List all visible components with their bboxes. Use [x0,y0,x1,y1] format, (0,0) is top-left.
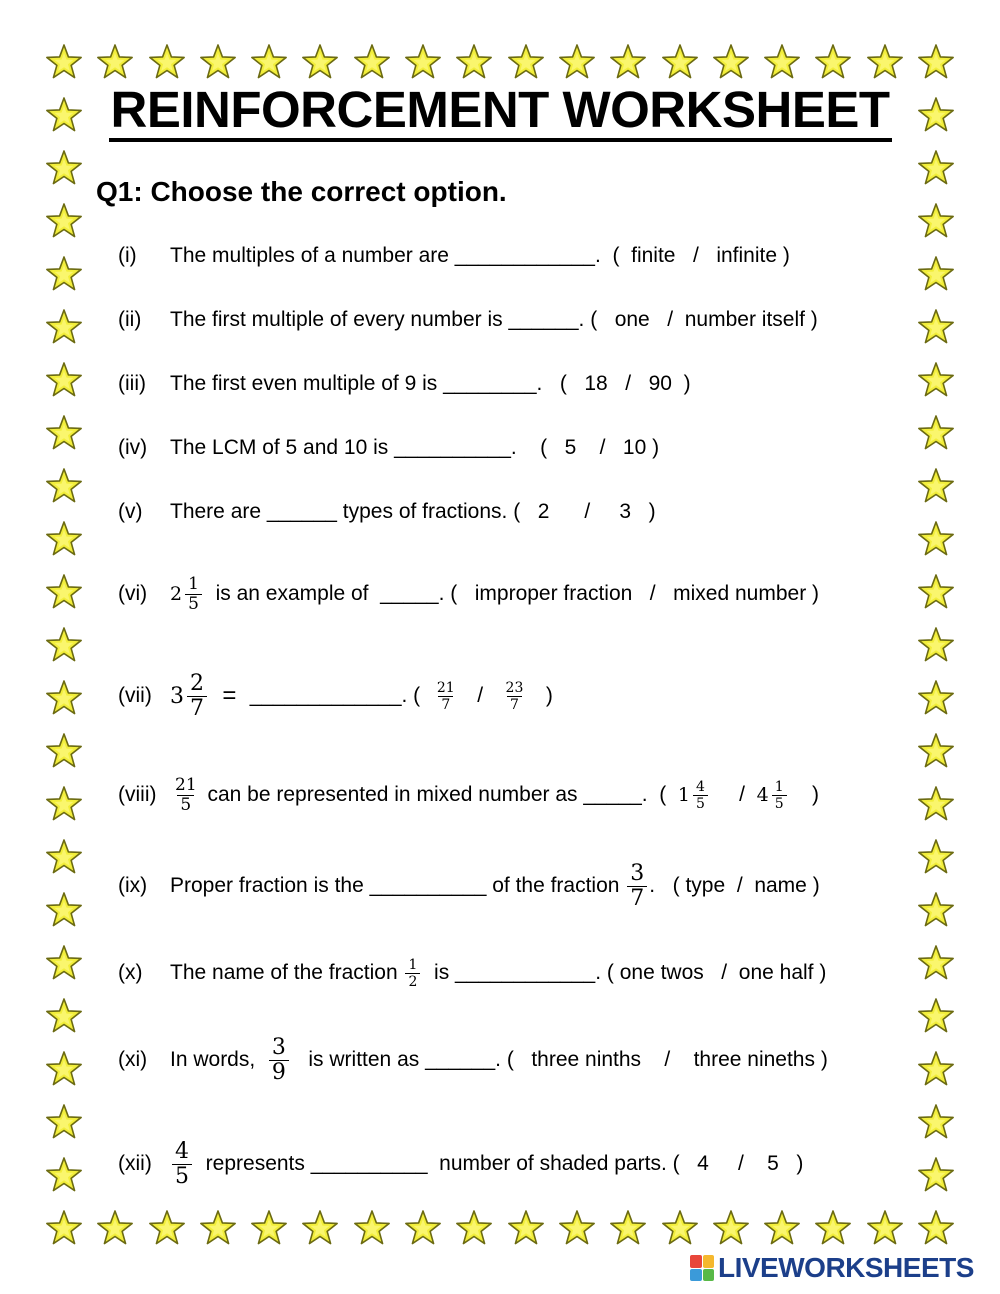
question-number: (i) [118,244,137,267]
star-icon [45,1104,83,1142]
star-icon [661,1210,699,1248]
liveworksheets-icon [690,1255,714,1281]
star-icon [917,733,955,771]
option-separator: / [709,783,757,806]
star-icon [917,627,955,665]
question-number: (viii) [118,783,157,806]
question-row [118,492,656,532]
logo-text: LIVEWORKSHEETS [718,1252,974,1283]
star-icon [301,44,339,82]
question-number: (v) [118,500,143,523]
star-icon [404,44,442,82]
question-row [118,1138,804,1189]
star-icon [45,415,83,453]
option-separator: / [459,684,501,707]
fraction: $\frac{21}{5}$ [175,774,197,815]
mixed-number: 3 $\frac{2}{7}$ [170,673,209,720]
star-icon [45,733,83,771]
star-icon [455,44,493,82]
star-icon [45,521,83,559]
star-icon [609,44,647,82]
question-number: (xi) [118,1048,148,1071]
star-icon [507,1210,545,1248]
star-icon [558,1210,596,1248]
question-row [118,364,691,404]
star-icon [404,1210,442,1248]
star-icon [45,892,83,930]
star-icon [250,44,288,82]
star-icon [712,1210,750,1248]
mixed-number: 2 $\frac{1}{5}$ [170,576,204,613]
star-icon [661,44,699,82]
star-icon [763,44,801,82]
star-icon [45,945,83,983]
question-row [118,428,659,468]
star-icon [917,786,955,824]
question-row [118,860,820,911]
star-icon [45,627,83,665]
star-icon [45,150,83,188]
liveworksheets-logo[interactable] [690,1252,974,1284]
question-number: (ii) [118,308,142,331]
star-icon [917,1210,955,1248]
question-number: (iii) [118,372,146,395]
star-icon [301,1210,339,1248]
question-text: can be represented in mixed number as _____. ( [201,783,678,806]
question-text-end: is written as ______. ( three ninths / three nineths ) [290,1048,828,1071]
option-mixed-number: 4 $\frac{1}{5}$ [757,780,789,811]
question-number: (x) [118,961,143,984]
question-number: (vi) [118,582,148,605]
star-icon [96,44,134,82]
star-icon [917,839,955,877]
star-icon [917,203,955,241]
star-icon [917,1051,955,1089]
star-icon [917,362,955,400]
question-text: The LCM of 5 and 10 is __________. ( 5 / 10 ) [170,436,660,459]
star-icon [917,521,955,559]
star-icon [917,309,955,347]
star-icon [917,892,955,930]
star-icon [917,680,955,718]
fraction: $\frac{4}{5}$ [172,1141,192,1188]
question-row [118,670,553,721]
star-icon [814,44,852,82]
option-close: ) [528,684,553,707]
star-icon [148,44,186,82]
star-icon [45,468,83,506]
star-icon [45,1210,83,1248]
star-icon [917,1104,955,1142]
star-icon [353,44,391,82]
question-text: _____________. ( [249,684,432,707]
star-icon [45,839,83,877]
question-row [118,300,818,340]
star-icon [455,1210,493,1248]
question-text: There are ______ types of fractions. ( 2 / 3 ) [170,500,656,523]
question-row [118,574,819,614]
question-number: (ix) [118,874,148,897]
star-icon [199,1210,237,1248]
question-row [118,1034,828,1085]
question-text: Proper fraction is the __________ of the fraction [170,874,626,897]
star-icon [353,1210,391,1248]
fraction: $\frac{3}{7}$ [627,863,647,910]
page-title: REINFORCEMENT WORKSHEET [0,80,1000,142]
star-icon [96,1210,134,1248]
equals-sign: = [209,682,250,709]
star-icon [45,786,83,824]
star-icon [917,468,955,506]
star-icon [558,44,596,82]
star-icon [917,945,955,983]
option-close: ) [788,783,819,806]
question-text: The first even multiple of 9 is ________. ( 18 / 90 ) [170,372,691,395]
question-text: represents __________ number of shaded parts. ( 4 / 5 ) [194,1152,804,1175]
question-text: The multiples of a number are ____________. ( finite / infinite ) [170,244,790,267]
question-text: In words, [170,1048,267,1071]
star-icon [609,1210,647,1248]
star-icon [45,1051,83,1089]
star-icon [917,574,955,612]
star-icon [917,256,955,294]
question-text: is an example of _____. ( improper fraction / mixed number ) [203,582,820,605]
option-fraction: $\frac{23}{7}$ [505,679,524,713]
star-icon [45,362,83,400]
question-number: (vii) [118,684,152,707]
star-icon [712,44,750,82]
star-icon [199,44,237,82]
question-text: The name of the fraction [170,961,404,984]
star-icon [45,998,83,1036]
star-icon [45,309,83,347]
option-fraction: $\frac{21}{7}$ [436,679,455,713]
question-row [118,775,819,815]
question-heading: Q1: Choose the correct option. [96,176,507,207]
star-icon [45,574,83,612]
star-icon [917,415,955,453]
question-text-end: . ( type / name ) [649,874,820,897]
star-icon [917,998,955,1036]
star-icon [866,44,904,82]
star-icon [45,256,83,294]
star-icon [250,1210,288,1248]
star-icon [45,203,83,241]
star-icon [814,1210,852,1248]
star-icon [148,1210,186,1248]
question-number: (xii) [118,1152,152,1175]
star-icon [763,1210,801,1248]
question-number: (iv) [118,436,148,459]
fraction: $\frac{3}{9}$ [269,1037,289,1084]
star-icon [917,44,955,82]
star-icon [45,680,83,718]
question-text: The first multiple of every number is ______. ( one / number itself ) [170,308,818,331]
question-row [118,953,826,993]
star-icon [917,1157,955,1195]
question-text-end: is ____________. ( one twos / one half ) [422,961,827,984]
star-icon [917,150,955,188]
star-icon [45,1157,83,1195]
star-icon [507,44,545,82]
star-icon [866,1210,904,1248]
question-row [118,236,790,276]
option-mixed-number: 1 $\frac{4}{5}$ [678,780,710,811]
fraction: $\frac{1}{2}$ [405,958,420,989]
star-icon [45,44,83,82]
